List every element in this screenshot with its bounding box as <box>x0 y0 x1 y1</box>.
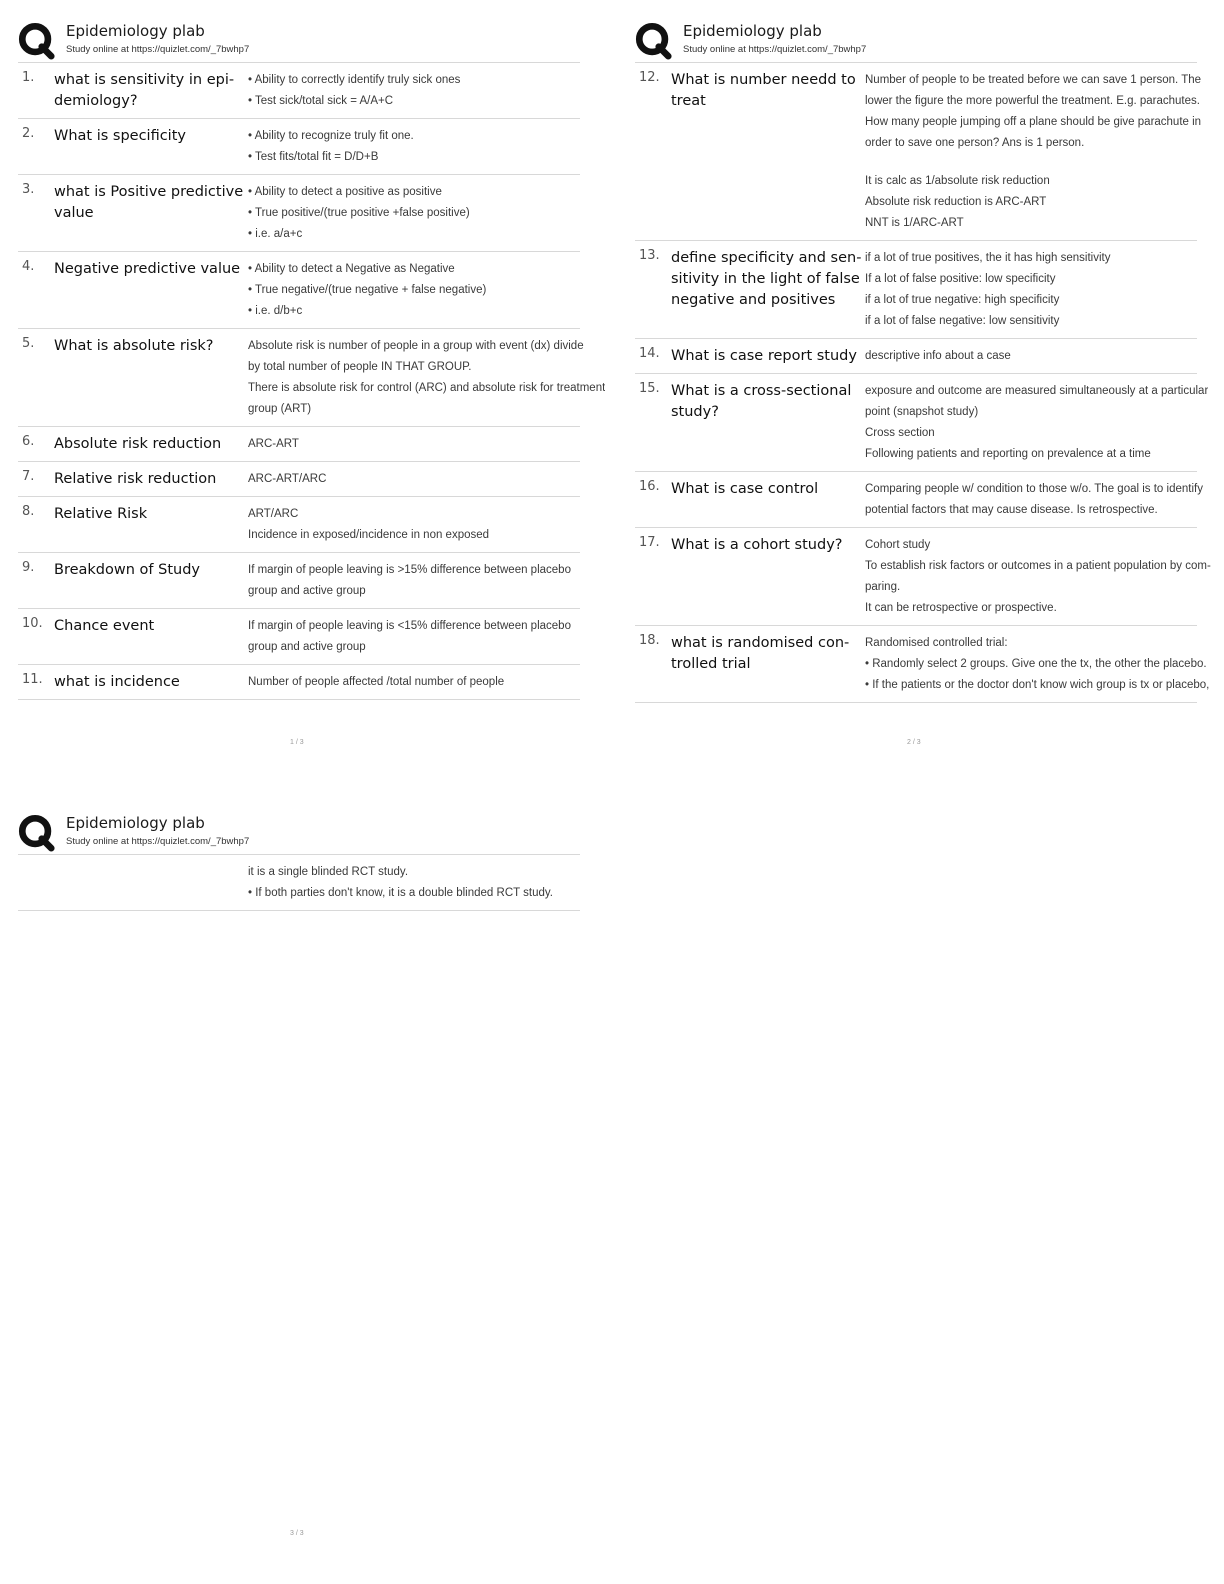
study-online-link[interactable]: Study online at https://quizlet.com/_7bwhp7 <box>66 836 250 847</box>
card-term <box>54 434 248 455</box>
study-online-link[interactable]: Study online at https://quizlet.com/_7bwhp7 <box>66 44 250 55</box>
page-number: 1 / 3 <box>290 739 304 746</box>
card-term <box>671 479 865 521</box>
card-definition <box>865 346 1197 367</box>
definition-line: NNT is 1/ARC-ART <box>865 217 964 229</box>
definition-line: potential factors that may cause disease. Is retrospective. <box>865 504 1158 516</box>
card-definition <box>248 672 580 693</box>
definition-line: • If the patients or the doctor don't know wich group is tx or placebo, <box>865 679 1210 691</box>
term-line: Relative Risk <box>54 506 148 522</box>
card-number: 8. <box>22 504 35 519</box>
card-row <box>18 175 580 252</box>
term-line: what is sensitivity in epi- <box>54 72 235 88</box>
definition-line: To establish risk factors or outcomes in a patient population by com- <box>865 560 1211 572</box>
card-definition <box>865 381 1208 465</box>
definition-line: How many people jumping off a plane should be give parachute in <box>865 116 1202 128</box>
page-number: 3 / 3 <box>290 1530 304 1537</box>
definition-line: group and active group <box>248 641 366 653</box>
card-number: 15. <box>639 381 660 396</box>
term-line: What is a cohort study? <box>671 537 843 553</box>
term-line: What is specificity <box>54 128 186 144</box>
term-line: treat <box>671 93 706 109</box>
definition-line: group (ART) <box>248 403 312 415</box>
card-definition <box>248 434 580 455</box>
definition-line: If margin of people leaving is >15% difference between placebo <box>248 564 571 576</box>
definition-line: if a lot of true positives, the it has high sensitivity <box>865 252 1111 264</box>
card-row <box>18 252 580 329</box>
card-term <box>54 70 248 112</box>
card-list <box>635 63 1211 703</box>
definition-line: group and active group <box>248 585 366 597</box>
definition-line: order to save one person? Ans is 1 person. <box>865 137 1085 149</box>
card-definition <box>865 70 1201 234</box>
definition-line: if a lot of false negative: low sensitivity <box>865 315 1060 327</box>
definition-line: exposure and outcome are measured simultaneously at a particular <box>865 385 1209 397</box>
card-term <box>671 381 865 465</box>
definition-line: Absolute risk is number of people in a group with event (dx) divide <box>248 340 584 352</box>
definition-line: paring. <box>865 581 901 593</box>
card-number: 1. <box>22 70 35 85</box>
card-term <box>54 182 248 245</box>
card-number: 18. <box>639 633 660 648</box>
page-2 <box>635 14 1211 703</box>
term-line: What is case control <box>671 481 819 497</box>
card-term <box>54 259 248 322</box>
definition-line: descriptive info about a case <box>865 350 1011 362</box>
definition-line: • Test fits/total fit = D/D+B <box>248 151 379 163</box>
term-line: What is absolute risk? <box>54 338 214 354</box>
term-line: What is a cross-sectional <box>671 383 852 399</box>
card-term <box>671 346 865 367</box>
term-line: Relative risk reduction <box>54 471 217 487</box>
card-definition <box>865 248 1197 332</box>
card-number: 3. <box>22 182 35 197</box>
page-3 <box>18 806 580 911</box>
term-line: What is case report study <box>671 348 857 364</box>
definition-line: • Test sick/total sick = A/A+C <box>248 95 394 107</box>
card-list <box>18 63 606 700</box>
term-line: define specificity and sen- <box>671 250 862 266</box>
definition-line: • Ability to recognize truly fit one. <box>248 130 414 142</box>
definition-line: Number of people to be treated before we can save 1 person. The <box>865 74 1202 86</box>
definition-line: Cross section <box>865 427 935 439</box>
quizlet-logo-icon <box>635 22 673 60</box>
card-row <box>18 855 580 911</box>
definition-line: Number of people affected /total number of people <box>248 676 505 688</box>
term-line: value <box>54 205 94 221</box>
study-online-link[interactable]: Study online at https://quizlet.com/_7bwhp7 <box>683 44 867 55</box>
card-row <box>18 497 580 553</box>
definition-line: • If both parties don't know, it is a double blinded RCT study. <box>248 887 553 899</box>
deck-title: Epidemiology plab <box>66 22 205 40</box>
definition-line: if a lot of true negative: high specificity <box>865 294 1060 306</box>
definition-line: ARC-ART <box>248 438 299 450</box>
deck-title: Epidemiology plab <box>683 22 822 40</box>
card-term <box>671 70 865 234</box>
card-list <box>18 855 580 911</box>
term-line: demiology? <box>54 93 138 109</box>
page-header <box>18 14 580 63</box>
card-definition <box>865 633 1209 696</box>
definition-line: Following patients and reporting on prevalence at a time <box>865 448 1151 460</box>
definition-line: • Randomly select 2 groups. Give one the tx, the other the placebo. <box>865 658 1207 670</box>
card-term <box>54 336 248 420</box>
card-definition <box>248 126 580 168</box>
card-row <box>635 626 1210 703</box>
card-number: 12. <box>639 70 660 85</box>
term-line: what is Positive predictive <box>54 184 244 200</box>
card-row <box>18 553 580 609</box>
definition-line: If margin of people leaving is <15% difference between placebo <box>248 620 571 632</box>
card-definition <box>248 560 580 602</box>
card-definition <box>248 259 580 322</box>
definition-line: • Ability to detect a positive as positive <box>248 186 442 198</box>
card-row <box>635 374 1209 472</box>
card-definition <box>248 336 605 420</box>
page-1 <box>18 14 606 700</box>
definition-line: It can be retrospective or prospective. <box>865 602 1057 614</box>
definition-line: • True positive/(true positive +false positive) <box>248 207 470 219</box>
definition-spacer <box>865 154 1201 171</box>
card-row <box>18 63 580 119</box>
card-number: 2. <box>22 126 35 141</box>
definition-line: Comparing people w/ condition to those w/o. The goal is to identify <box>865 483 1203 495</box>
card-number: 16. <box>639 479 660 494</box>
card-term <box>671 248 865 332</box>
card-term <box>54 560 248 602</box>
term-line: what is randomised con- <box>671 635 850 651</box>
quizlet-logo-icon <box>18 814 56 852</box>
definition-line: Absolute risk reduction is ARC-ART <box>865 196 1047 208</box>
card-row <box>635 63 1202 241</box>
card-row <box>18 329 606 427</box>
deck-title: Epidemiology plab <box>66 814 205 832</box>
term-line: what is incidence <box>54 674 180 690</box>
term-line: study? <box>671 404 719 420</box>
definition-line: ARC-ART/ARC <box>248 473 327 485</box>
card-definition <box>248 182 580 245</box>
term-line: Absolute risk reduction <box>54 436 222 452</box>
term-line: trolled trial <box>671 656 751 672</box>
card-row <box>635 528 1211 626</box>
card-term <box>54 862 248 904</box>
definition-line: ART/ARC <box>248 508 299 520</box>
card-row <box>18 462 580 497</box>
card-row <box>18 665 580 700</box>
card-number: 14. <box>639 346 660 361</box>
definition-line: • i.e. d/b+c <box>248 305 303 317</box>
quizlet-logo-icon <box>18 22 56 60</box>
card-definition <box>248 504 580 546</box>
card-term <box>671 535 865 619</box>
page-header <box>635 14 1197 63</box>
card-number: 9. <box>22 560 35 575</box>
card-term <box>54 504 248 546</box>
card-definition <box>248 616 580 658</box>
definition-line: lower the figure the more powerful the treatment. E.g. parachutes. <box>865 95 1200 107</box>
card-row <box>18 427 580 462</box>
card-row <box>18 119 580 175</box>
card-row <box>635 339 1197 374</box>
definition-line: Randomised controlled trial: <box>865 637 1008 649</box>
definition-line: Incidence in exposed/incidence in non exposed <box>248 529 490 541</box>
card-number: 4. <box>22 259 35 274</box>
card-definition <box>865 535 1211 619</box>
definition-line: It is calc as 1/absolute risk reduction <box>865 175 1050 187</box>
term-line: sitivity in the light of false <box>671 271 860 287</box>
definition-line: • True negative/(true negative + false negative) <box>248 284 487 296</box>
card-definition <box>248 70 580 112</box>
card-number: 11. <box>22 672 43 687</box>
page-header <box>18 806 580 855</box>
term-line: Breakdown of Study <box>54 562 200 578</box>
definition-line: • i.e. a/a+c <box>248 228 303 240</box>
definition-line: If a lot of false positive: low specificity <box>865 273 1056 285</box>
card-term <box>671 633 865 696</box>
card-term <box>54 616 248 658</box>
card-number: 17. <box>639 535 660 550</box>
definition-line: point (snapshot study) <box>865 406 979 418</box>
card-number: 5. <box>22 336 35 351</box>
definition-line: • Ability to correctly identify truly sick ones <box>248 74 461 86</box>
card-definition <box>248 469 580 490</box>
card-definition <box>248 862 580 904</box>
card-number <box>18 862 54 904</box>
card-number: 13. <box>639 248 660 263</box>
definition-line: by total number of people IN THAT GROUP. <box>248 361 472 373</box>
term-line: Negative predictive value <box>54 261 241 277</box>
term-line: What is number needd to <box>671 72 856 88</box>
card-definition <box>865 479 1203 521</box>
definition-line: it is a single blinded RCT study. <box>248 866 409 878</box>
card-term <box>54 126 248 168</box>
card-row <box>635 241 1197 339</box>
card-number: 6. <box>22 434 35 449</box>
page-number: 2 / 3 <box>907 739 921 746</box>
term-line: Chance event <box>54 618 155 634</box>
definition-line: Cohort study <box>865 539 931 551</box>
card-term <box>54 672 248 693</box>
definition-line: There is absolute risk for control (ARC) and absolute risk for treatment <box>248 382 606 394</box>
card-row <box>18 609 580 665</box>
card-term <box>54 469 248 490</box>
definition-line: • Ability to detect a Negative as Negative <box>248 263 455 275</box>
card-number: 10. <box>22 616 43 631</box>
term-line: negative and positives <box>671 292 836 308</box>
card-row <box>635 472 1203 528</box>
card-number: 7. <box>22 469 35 484</box>
